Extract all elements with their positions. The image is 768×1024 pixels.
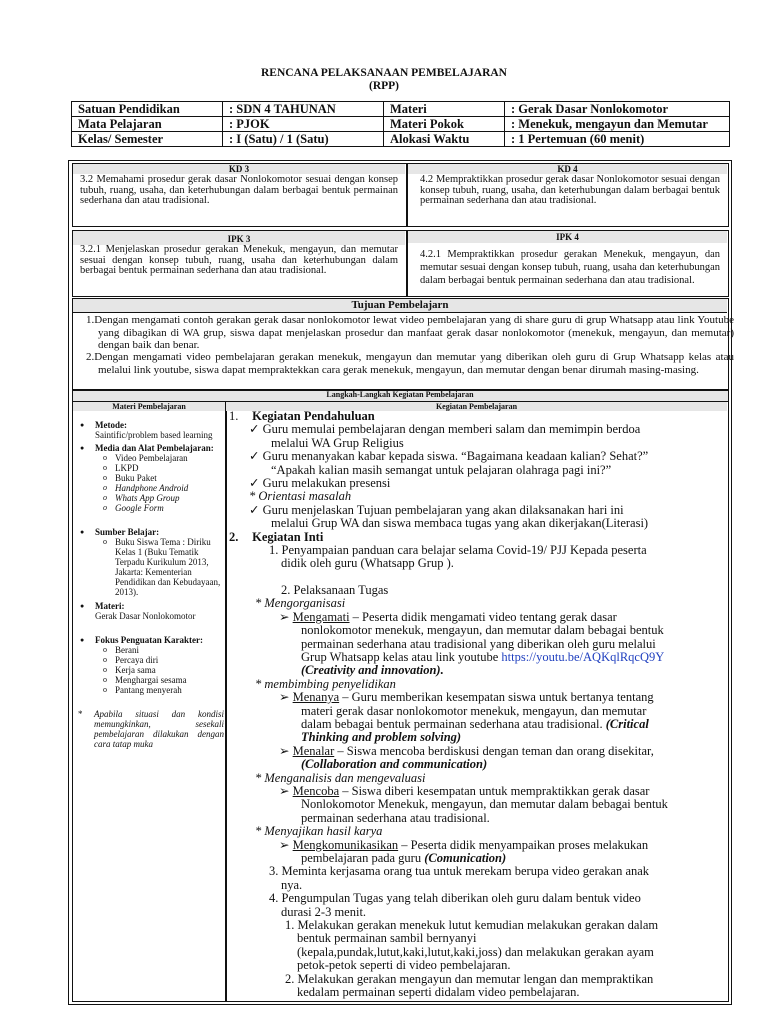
item-text: 2. Melakukan gerakan mengayun dan memutar lengan dan mempraktikan [285, 971, 654, 986]
item-text: 3. Meminta kerjasama orang tua untuk merekam berupa video gerakan anak [269, 864, 650, 879]
note [76, 709, 224, 749]
list-item: o Buku Paket [76, 473, 224, 483]
media-label: ● Media dan Alat Pembelajaran: [76, 443, 224, 453]
list-item [229, 611, 729, 624]
col-kegiatan-header: Kegiatan Pembelajaran [226, 402, 727, 411]
item-text: Guru menanyakan kabar kepada siswa. “Bagaimana keadaan kalian? Sehat?” [262, 449, 649, 464]
item-text: permainan sederhana atau tradisional. [301, 810, 490, 825]
step-name: Mencoba [292, 783, 340, 798]
list-item: o Google Form [76, 503, 224, 513]
orientasi-label: * Orientasi masalah [249, 489, 352, 504]
kd3-text: 3.2 Memahami prosedur gerak dasar Nonlokomotor sesuai dengan konsep tubuh, ruang, usaha, dan keterhubungan dalam berbagai bentuk permainan sederhana dan atau tradisional. [80, 174, 398, 206]
ipk4-header: IPK 4 [408, 231, 727, 243]
check-icon: ✓ [249, 449, 260, 464]
item-text: Guru melakukan presensi [262, 476, 391, 491]
metode-text: Saintific/problem based learning [95, 430, 213, 440]
info-label: Satuan Pendidikan [72, 102, 223, 117]
item-text: – Guru memberikan kesempatan siswa untuk bertanya tentang [342, 690, 654, 705]
item-text: Nonlokomotor Menekuk, mengayun, dan memutar dalam bebagai bentuk [301, 797, 668, 812]
mengorganisasi-label: * Mengorganisasi [255, 596, 346, 611]
list-item [229, 745, 729, 758]
item-text: Thinking and problem solving) [301, 730, 462, 745]
item-text: – Siswa diberi kesempatan untuk mempraktikkan gerak dasar [342, 783, 650, 798]
item-text: nonlokomotor menekuk, mengayun, dan memutar dalam bebagai bentuk [301, 623, 664, 638]
item-text: bentuk permainan sambil bernyanyi [297, 931, 477, 946]
list-item: o Kerja sama [76, 665, 224, 675]
ipk3-header: IPK 3 [73, 231, 405, 245]
identity-table [71, 101, 730, 147]
arrow-icon: ➢ [279, 837, 290, 852]
item-text: Grup Whatsapp kelas atau link youtube [301, 649, 499, 664]
arrow-icon: ➢ [279, 690, 290, 705]
item-text: – Peserta didik menyampaikan proses melakukan [401, 837, 649, 852]
tujuan-item-1: 1.Dengan mengamati contoh gerakan gerak dasar nonlokomotor lewat video pembelajaran yang di share guru di grup Whatsapp atau link Youtube yang dibagikan di WA grup, siswa dapat menjelaskan prosedur dan manfaat gerak dasar nonlokomotor (menekuk, mengayun, dan memutar) dengan baik dan benar. [86, 314, 734, 351]
info-value: : Gerak Dasar Nonlokomotor [505, 102, 730, 117]
list-item [229, 423, 729, 436]
check-icon: ✓ [249, 422, 260, 437]
item-text: permainan sederhana atau tradisional yang diberikan oleh guru melalui [301, 636, 656, 651]
info-label: Alokasi Waktu [384, 132, 505, 147]
list-item: o Whats App Group [76, 493, 224, 503]
info-value: : SDN 4 TAHUNAN [223, 102, 384, 117]
list-item [229, 691, 729, 704]
tujuan-item-2: 2.Dengan mengamati video pembelajaran gerakan menekuk, mengayun dan memutar yang diberikan oleh guru di Grup Whatsapp kelas atau melalui link youtube, siswa dapat mempraktekkan cara gerak menekuk, mengayun, dan memutar dengan benar dirumah masing-masing. [86, 351, 734, 376]
ipk3-text: 3.2.1 Menjelaskan prosedur gerakan Menekuk, mengayun, dan memutar sesuai dengan konsep tubuh, ruang, usaha dan keterhubungan dalam berbagai bentuk permainan sederhana dan atau tradisional. [80, 244, 398, 276]
table-row [72, 102, 730, 117]
table-row [72, 117, 730, 132]
item-text: petok-petok seperti di video pembelajaran. [297, 958, 511, 973]
list-item: o Handphone Android [76, 483, 224, 493]
sumber-text: o Buku Siswa Tema : Diriku Kelas 1 (Buku Tematik Terpadu Kurikulum 2013, Jakarta: Kementerian Pendidikan dan Kebudayaan, 2013). [76, 537, 224, 597]
inti-title: Kegiatan Inti [252, 529, 324, 544]
list-item [229, 718, 729, 731]
item-text: durasi 2-3 menit. [281, 904, 367, 919]
item-text: – Peserta didik mengamati video tentang gerak dasar [352, 609, 617, 624]
metode-label: ● Metode: [76, 420, 224, 430]
list-item: o Video Pembelajaran [76, 453, 224, 463]
info-label: Materi Pokok [384, 117, 505, 132]
list-item [229, 477, 729, 490]
membimbing-label: * membimbing penyelidikan [255, 676, 396, 691]
info-label: Kelas/ Semester [72, 132, 223, 147]
list-item: o LKPD [76, 463, 224, 473]
list-item [229, 504, 729, 517]
arrow-icon: ➢ [279, 609, 290, 624]
col-materi-header: Materi Pembelajaran [73, 402, 225, 411]
item-text: 4. Pengumpulan Tugas yang telah diberikan oleh guru dalam bentuk video [269, 891, 641, 906]
check-icon: ✓ [249, 502, 260, 517]
langkah-header: Langkah-Langkah Kegiatan Pembelajaran [326, 390, 474, 399]
item-text: 2. Pelaksanaan Tugas [281, 582, 389, 597]
item-text: 1. Penyampaian panduan cara belajar selama Covid-19/ PJJ Kepada peserta [269, 543, 647, 558]
asterisk-icon: * [78, 709, 83, 719]
item-text: (Collaboration and communication) [301, 757, 488, 772]
list-item [229, 450, 729, 463]
heading-pendahuluan: 1. Kegiatan Pendahuluan [229, 409, 375, 423]
divider [72, 312, 727, 313]
list-item [229, 785, 729, 798]
menyajikan-label: * Menyajikan hasil karya [255, 824, 383, 839]
step-name: Mengamati [292, 609, 350, 624]
info-value: : PJOK [223, 117, 384, 132]
kegiatan-content [229, 410, 729, 999]
fokus-label: ● Fokus Penguatan Karakter: [76, 635, 224, 645]
item-text: kedalam permainan seperti didalam video pembelajaran. [297, 985, 580, 1000]
info-value: : 1 Pertemuan (60 menit) [505, 132, 730, 147]
item-text: – Siswa mencoba berdiskusi dengan teman dan orang disekitar, [337, 743, 654, 758]
item-text: (kepala,pundak,lutut,kaki,lutut,kaki,joss) dan melakukan gerakan ayam [297, 944, 654, 959]
item-text: nya. [281, 877, 303, 892]
item-text: (Comunication) [424, 851, 507, 865]
step-name: Menanya [292, 690, 340, 705]
kd3-header: KD 3 [73, 164, 405, 174]
youtube-link[interactable]: https://youtu.be/AQKqlRqcQ9Y [501, 649, 665, 664]
item-text: melalui Grup WA dan siswa membaca tugas yang akan dikerjakan(Literasi) [271, 516, 649, 531]
tujuan-header: Tujuan Pembelajarn [73, 299, 727, 312]
info-label: Mata Pelajaran [72, 117, 223, 132]
kd4-text: 4.2 Mempraktikkan prosedur gerak dasar Nonlokomotor sesuai dengan konsep tubuh, ruang, usaha, dan keterhubungan dalam berbagai bentuk permainan sederhana dan atau tradisional. [420, 174, 720, 206]
item-text: pembelajaran pada guru [301, 851, 422, 865]
list-item: o Menghargai sesama [76, 675, 224, 685]
item-text: Guru menjelaskan Tujuan pembelajaran yang akan dilaksanakan hari ini [262, 502, 624, 517]
list-item: o Pantang menyerah [76, 685, 224, 695]
kd4-header: KD 4 [408, 164, 727, 174]
sumber-label: ● Sumber Belajar: [76, 527, 224, 537]
info-value: : Menekuk, mengayun dan Memutar [505, 117, 730, 132]
item-text: Guru memulai pembelajaran dengan memberi salam dan memimpin berdoa [262, 422, 641, 437]
item-text: (Critical [605, 716, 649, 731]
item-text: 1. Melakukan gerakan menekuk lutut kemudian melakukan gerakan dalam [285, 918, 659, 933]
ipk4-text: 4.2.1 Mempraktikkan prosedur gerakan Menekuk, mengayun, dan memutar sesuai dengan konsep tubuh, ruang, usaha dan keterhubungan dalam berbagai bentuk permainan sederhana dan atau tradisional. [420, 249, 720, 286]
heading-inti: 2. Kegiatan Inti [229, 529, 324, 544]
materi-content [76, 420, 224, 749]
step-name: Mengkomunikasikan [292, 837, 399, 852]
item-text: (Creativity and innovation). [301, 663, 444, 678]
item-text: “Apakah kalian masih semangat untuk pelajaran olahraga pagi ini?” [271, 462, 612, 477]
step-name: Menalar [292, 743, 335, 758]
list-item [229, 651, 729, 664]
pendahuluan-title: Kegiatan Pendahuluan [252, 409, 375, 423]
check-icon: ✓ [249, 476, 260, 491]
menganalisis-label: * Menganalisis dan mengevaluasi [255, 770, 426, 785]
document-title: RENCANA PELAKSANAAN PEMBELAJARAN [261, 67, 507, 79]
arrow-icon: ➢ [279, 743, 290, 758]
materi-text: Gerak Dasar Nonlokomotor [95, 611, 196, 621]
list-item [229, 852, 729, 865]
document-subtitle: (RPP) [368, 80, 399, 92]
info-value: : I (Satu) / 1 (Satu) [223, 132, 384, 147]
item-text: didik oleh guru (Whatsapp Grup ). [281, 556, 454, 571]
list-item: o Berani [76, 645, 224, 655]
item-text: materi gerak dasar nonlokomotor menekuk, mengayun, dan memutar [301, 703, 647, 718]
item-text: melalui WA Grup Religius [271, 435, 404, 450]
note-text: Apabila situasi dan kondisi memungkinkan, sesekali pembelajaran dilakukan dengan cara tatap muka [94, 709, 224, 749]
info-label: Materi [384, 102, 505, 117]
arrow-icon: ➢ [279, 783, 290, 798]
list-item: o Percaya diri [76, 655, 224, 665]
table-row [72, 132, 730, 147]
list-item [229, 839, 729, 852]
item-text: dalam bebagai bentuk permainan sederhana atau tradisional. [301, 716, 603, 731]
materi-label: ● Materi: [76, 601, 224, 611]
